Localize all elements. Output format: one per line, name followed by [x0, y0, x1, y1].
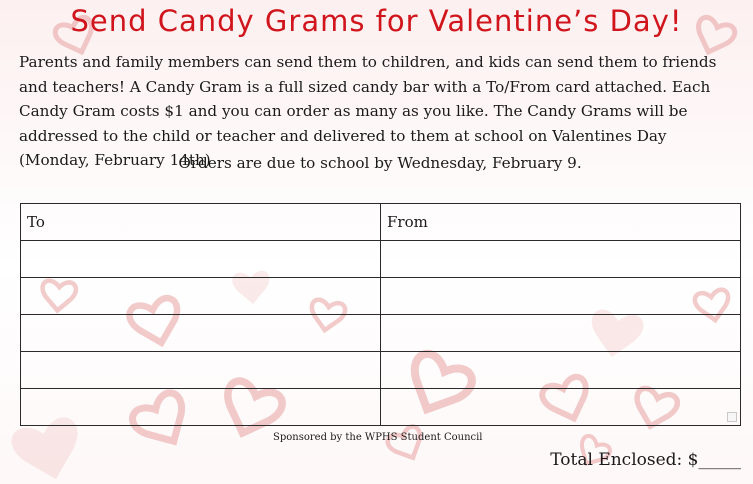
table-row — [21, 352, 741, 389]
table-row — [21, 389, 741, 426]
from-cell[interactable] — [381, 315, 741, 352]
total-enclosed: Total Enclosed: $_____ — [550, 450, 741, 470]
sponsor-note: Sponsored by the WPHS Student Council — [273, 432, 483, 443]
from-cell[interactable] — [381, 241, 741, 278]
intro-paragraph: Parents and family members can send them to children, and kids can send them to friends and teachers! A Candy Gram is a full sized candy bar with a To/From card attached. Each Candy Gram costs $1 and you can order as many as you like. The Candy Grams will be addressed to the child or teacher and delivered to them at school on Valentines Day (Monday, February 14th) — [19, 53, 717, 169]
from-cell[interactable] — [381, 352, 741, 389]
from-cell[interactable] — [381, 389, 741, 426]
page-title: Send Candy Grams for Valentine’s Day! — [70, 4, 683, 38]
resize-handle-icon[interactable] — [727, 412, 737, 422]
to-cell[interactable] — [21, 241, 381, 278]
to-cell[interactable] — [21, 389, 381, 426]
to-cell[interactable] — [21, 278, 381, 315]
table-header-row — [21, 204, 741, 241]
to-column-header: To — [21, 204, 381, 241]
due-date-notice: Orders are due to school by Wednesday, February 9. — [178, 154, 582, 172]
table-row — [21, 278, 741, 315]
table-row — [21, 315, 741, 352]
from-cell[interactable] — [381, 278, 741, 315]
to-cell[interactable] — [21, 315, 381, 352]
from-column-header: From — [381, 204, 741, 241]
to-cell[interactable] — [21, 352, 381, 389]
table-row — [21, 241, 741, 278]
order-table — [20, 203, 741, 426]
